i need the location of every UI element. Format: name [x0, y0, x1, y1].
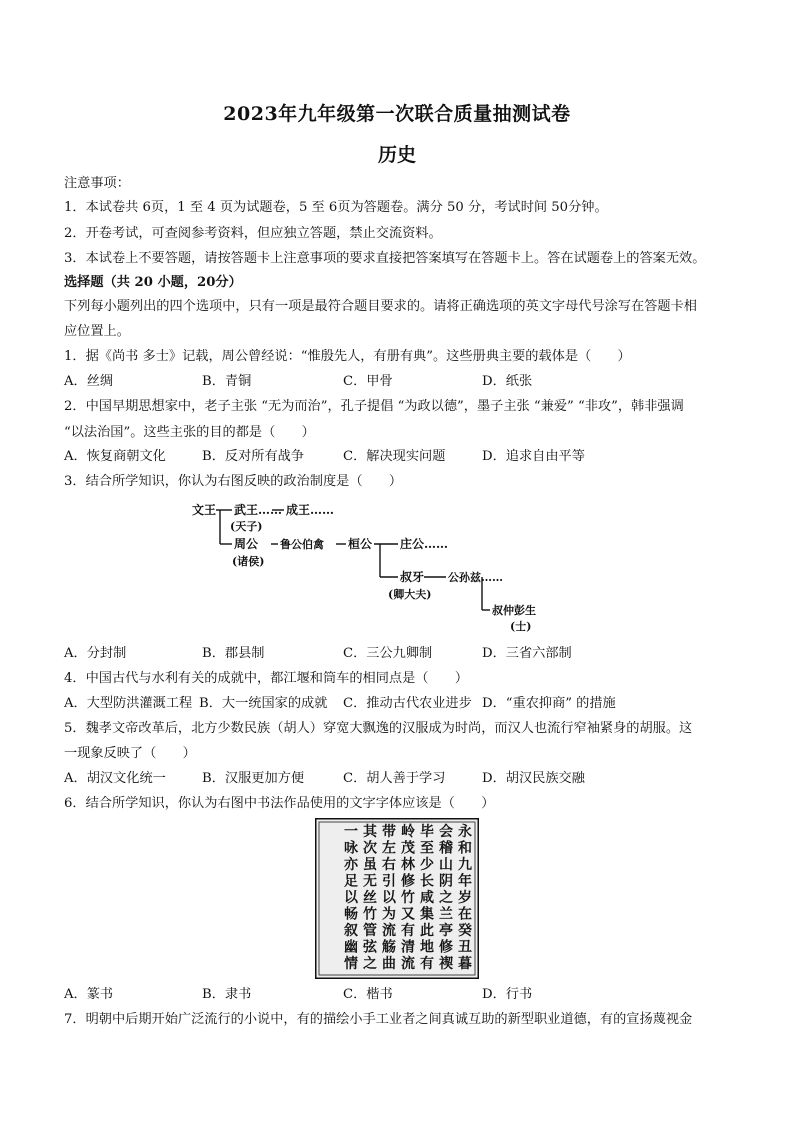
- question-1-stem: 1．据《尚书 多士》记载，周公曾经说：“惟殷先人，有册有典”。这些册典主要的载体是（ ）: [64, 349, 631, 364]
- option-d: D．“重农抑商” 的措施: [482, 696, 616, 711]
- option-b: B．反对所有战争: [202, 449, 305, 464]
- node-chengwang: 成王……: [286, 503, 335, 517]
- node-gongsunzi: 公孙兹……: [448, 571, 503, 584]
- question-6-stem: 6．结合所学知识，你认为右图中书法作品使用的文字字体应该是（ ）: [64, 796, 495, 811]
- notice-item-1: 1．本试卷共 6页，1 至 4 页为试题卷，5 至 6页为答题卷。满分 50 分，考试时间 50分钟。: [64, 200, 608, 215]
- option-b: B．隶书: [202, 987, 252, 1002]
- question-4-options: [64, 696, 754, 712]
- option-d: D．行书: [482, 987, 533, 1002]
- question-5-stem: 5．魏孝文帝改革后，北方少数民族（胡人）穿宽大飘逸的汉服成为时尚，而汉人也流行窄袖紧身的胡服。这: [64, 721, 693, 736]
- question-1-options: [64, 374, 754, 390]
- calligraphy-column: 带左右引以为流觞曲: [382, 824, 396, 972]
- question-7-stem: 7．明朝中后期开始广泛流行的小说中，有的描绘小手工业者之间真诚互助的新型职业道德，有的宣扬蔑视金: [64, 1012, 693, 1027]
- option-b: B．大一统国家的成就: [199, 696, 328, 711]
- option-a: A．分封制: [64, 646, 127, 661]
- section-instruction: 下列每小题列出的四个选项中，只有一项是最符合题目要求的。请将正确选项的英文字母代号涂写在答题卡相: [64, 299, 697, 314]
- calligraphy-text: [343, 823, 472, 972]
- calligraphy-column: 其次虽无丝竹管弦之: [363, 824, 377, 972]
- option-d: D．三省六部制: [482, 646, 572, 661]
- option-c: C．楷书: [343, 987, 393, 1002]
- node-wuwang: 武王……: [234, 503, 283, 517]
- rank-tianzi: (天子): [230, 520, 263, 533]
- rank-zhuhou: (诸侯): [232, 555, 265, 568]
- option-a: A．篆书: [64, 987, 114, 1002]
- node-shuya: 叔牙: [400, 570, 425, 584]
- option-a: A．大型防洪灌溉工程: [64, 696, 193, 711]
- section-instruction: 应位置上。: [64, 324, 130, 339]
- calligraphy-column: 会稽山阴之兰亭修禊: [439, 824, 453, 972]
- calligraphy-column: 永和九年岁在癸丑暮: [458, 824, 472, 972]
- node-wenwang: 文王: [192, 503, 217, 517]
- node-huangong: 桓公: [348, 537, 373, 551]
- section-title: 选择题（共 20 小题，20分）: [64, 275, 242, 290]
- calligraphy-column: 毕至少长咸集此地有: [420, 824, 434, 972]
- option-b: B．汉服更加方便: [202, 771, 305, 786]
- calligraphy-image: [315, 818, 479, 979]
- question-3-options: [64, 646, 754, 662]
- node-zhougong: 周公: [234, 537, 259, 551]
- calligraphy-column: 岭茂林修竹又有清流: [401, 824, 415, 972]
- option-a: A．恢复商朝文化: [64, 449, 166, 464]
- question-2-stem: “以法治国”。这些主张的目的都是（ ）: [64, 425, 315, 440]
- calligraphy-column: 一咏亦足以畅叙幽情: [344, 824, 358, 972]
- feudal-hierarchy-diagram: [188, 497, 568, 637]
- exam-subject: 历史: [377, 144, 416, 166]
- question-5-stem: 一现象反映了（ ）: [64, 746, 196, 761]
- option-c: C．解决现实问题: [343, 449, 446, 464]
- node-shuzhong-pengsheng: 叔仲彭生: [492, 604, 536, 617]
- node-zhuanggong: 庄公……: [400, 537, 449, 551]
- question-2-options: [64, 449, 754, 465]
- question-6-options: [64, 987, 754, 1003]
- question-2-stem: 2．中国早期思想家中，老子主张 “无为而治”，孔子提倡 “为政以德”，墨子主张 “兼爱” “非攻”，韩非强调: [64, 399, 684, 414]
- option-c: C．胡人善于学习: [343, 771, 446, 786]
- option-d: D．胡汉民族交融: [482, 771, 585, 786]
- notice-item-2: 2．开卷考试，可查阅参考资料，但应独立答题，禁止交流资料。: [64, 226, 442, 241]
- question-4-stem: 4．中国古代与水利有关的成就中，都江堰和筒车的相同点是（ ）: [64, 671, 469, 686]
- rank-qingdafu: (卿大夫): [388, 588, 432, 601]
- rank-shi: (士): [510, 620, 532, 633]
- node-lugong-boqin: 鲁公伯禽: [280, 538, 324, 551]
- option-a: A．丝绸: [64, 374, 114, 389]
- option-c: C．三公九卿制: [343, 646, 433, 661]
- notice-item-3: 3．本试卷上不要答题，请按答题卡上注意事项的要求直接把答案填写在答题卡上。答在试题卷上的答案无效。: [64, 251, 706, 266]
- option-b: B．郡县制: [202, 646, 265, 661]
- question-3-stem: 3．结合所学知识，你认为右图反映的政治制度是（ ）: [64, 474, 403, 489]
- option-d: D．纸张: [482, 374, 533, 389]
- option-c: C．推动古代农业进步: [343, 696, 472, 711]
- exam-title: 2023年九年级第一次联合质量抽测试卷: [223, 103, 571, 125]
- option-a: A．胡汉文化统一: [64, 771, 166, 786]
- question-5-options: [64, 771, 754, 787]
- option-b: B．青铜: [202, 374, 252, 389]
- option-d: D．追求自由平等: [482, 449, 585, 464]
- option-c: C．甲骨: [343, 374, 393, 389]
- notice-heading: 注意事项：: [64, 176, 130, 191]
